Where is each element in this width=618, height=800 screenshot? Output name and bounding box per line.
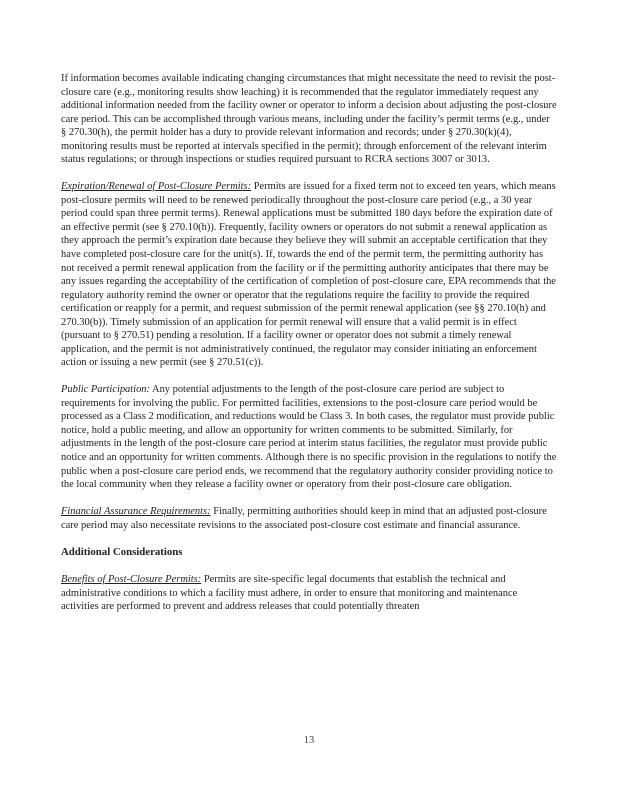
page-number: 13 <box>303 735 315 746</box>
paragraph-public-participation <box>61 383 557 491</box>
paragraph-benefits <box>61 573 557 614</box>
paragraph-text: If information becomes available indicating changing circumstances that might necessitate the need to revisit the post-closure care (e.g., monitoring results show leaching) it is recommended that the regulator immediately request any additional information needed from the facility owner or operator to inform a decision about adjusting the post-closure care period. This can be accomplished through various means, including under the facility’s permit terms (e.g., under § 270.30(h), the permit holder has a duty to provide relevant information and records; under § 270.30(k)(4), monitoring results must be reported at intervals specified in the permit); through enforcement of the relevant interim status regulations; or through inspections or studies required pursuant to RCRA sections 3007 or 3013. <box>61 73 557 166</box>
paragraph-text: Any potential adjustments to the length of the post-closure care period are subject to requirements for involving the public. For permitted facilities, extensions to the post-closure care period would be processed as a Class 2 modification, and reductions would be Class 3. In both cases, the regulator must provide public notice, hold a public meeting, and allow an opportunity for written comments to be submitted. Similarly, for adjustments in the length of the post-closure care period at interim status facilities, the regulator must provide public notice and an opportunity for written comments. Although there is no specific provision in the regulations to notify the public when a post-closure care period ends, we recommend that the regulatory authority consider providing notice to the local community when they release a facility owner or operatory from their post-closure care obligation. <box>61 384 557 491</box>
paragraph-expiration-renewal <box>61 180 557 370</box>
paragraph-lead: Expiration/Renewal of Post-Closure Permits: <box>61 181 252 193</box>
paragraph-financial-assurance <box>61 505 557 532</box>
paragraph-lead: Benefits of Post-Closure Permits: <box>61 574 202 586</box>
paragraph-lead: Public Participation: <box>61 384 150 396</box>
section-heading: Additional Considerations <box>61 545 183 558</box>
paragraph-text: Permits are issued for a fixed term not to exceed ten years, which means post-closure permits will need to be renewed periodically throughout the post-closure care period (e.g., a 30 year period could span three permit terms). Renewal applications must be submitted 180 days before the expiration date of an effective permit (see § 270.10(h)). Frequently, facility owners or operators do not submit a renewal application as they approach the permit’s expiration date because they believe they will submit an acceptable certification that they have completed post-closure care for the unit(s). If, towards the end of the permit term, the permitting authority has not received a permit renewal application from the facility or if the permitting authority anticipates that there may be any issues regarding the acceptability of the certification of completion of post-closure care, EPA recommends that the regulatory authority remind the owner or operator that the regulations require the facility to provide the required certification or reapply for a permit, and request submission of the permit renewal application (see §§ 270.10(h) and 270.30(b)). Timely submission of an application for permit renewal will ensure that a valid permit is in effect (pursuant to § 270.51) pending a resolution. If a facility owner or operator does not submit a timely renewal application, and the permit is not administratively continued, the regulator may consider initiating an enforcement action or issuing a new permit (see § 270.51(c)). <box>61 181 556 369</box>
paragraph-text: Permits are site-specific legal documents that establish the technical and administrative conditions to which a facility must adhere, in order to ensure that monitoring and maintenance activities are performed to prevent and address releases that could potentially threaten <box>61 574 518 613</box>
paragraph-lead: Financial Assurance Requirements: <box>61 506 211 518</box>
paragraph-text: Finally, permitting authorities should keep in mind that an adjusted post-closure care period may also necessitate revisions to the associated post-closure cost estimate and financial assurance. <box>61 506 547 531</box>
paragraph-circumstances <box>61 72 557 167</box>
document-page <box>61 72 557 627</box>
